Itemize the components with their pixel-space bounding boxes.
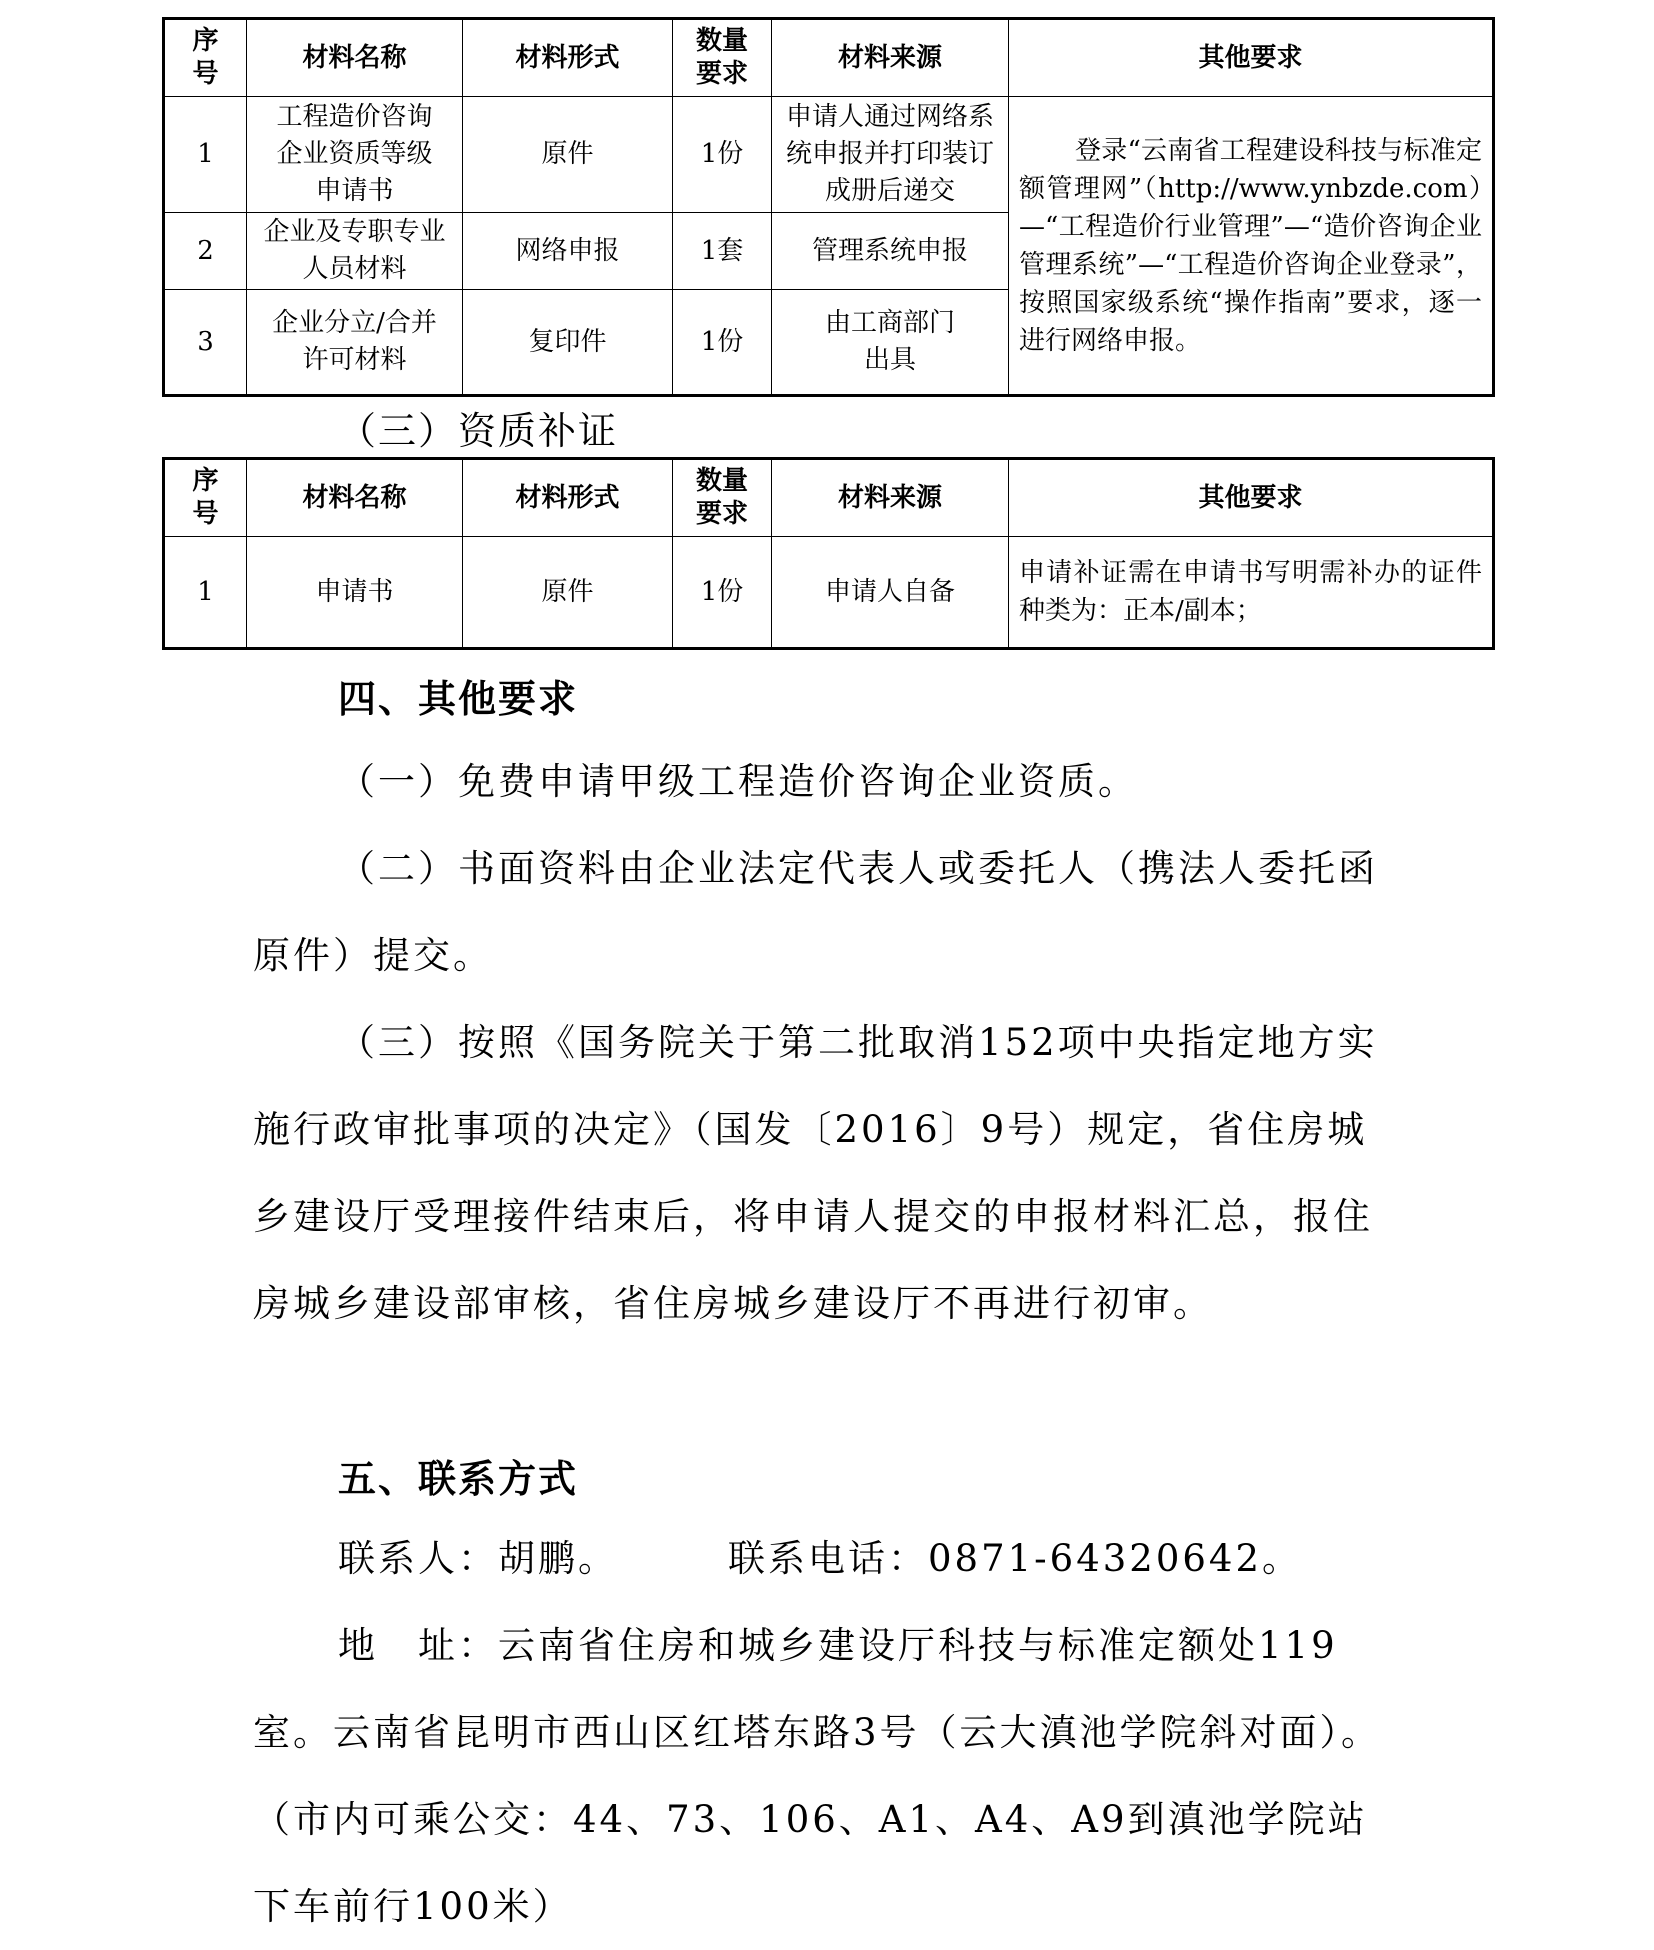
paragraph-submission: （二）书面资料由企业法定代表人或委托人（携法人委托函原件）提交。: [253, 847, 1378, 977]
cell-qty: 1套: [673, 213, 772, 290]
cell-qty: 1份: [673, 537, 772, 649]
section-title-other-requirements: 四、其他要求: [338, 677, 579, 721]
address-label-b: 址：: [418, 1624, 498, 1667]
table-header-row: [164, 19, 1494, 97]
cell-qty: 1份: [673, 290, 772, 396]
table-header-row: [164, 459, 1494, 537]
contact-line: [338, 1515, 1488, 1602]
cell-qty: 1份: [673, 97, 772, 213]
header-source: 材料来源: [772, 459, 1009, 537]
header-name: 材料名称: [247, 19, 463, 97]
materials-table-1: [162, 17, 1495, 397]
table-row: [164, 537, 1494, 649]
contact-phone: 联系电话：0871-64320642。: [728, 1537, 1302, 1580]
cell-no: 1: [164, 537, 247, 649]
header-qty: 数量要求: [673, 19, 772, 97]
header-no: 序号: [164, 459, 247, 537]
cell-form: 原件: [463, 97, 673, 213]
table-row: [164, 97, 1494, 213]
paragraph-state-council-decision: （三）按照《国务院关于第二批取消152项中央指定地方实施行政审批事项的决定》（国发〔2016〕9号）规定，省住房城乡建设厅受理接件结束后，将申请人提交的申报材料汇总，报住房城乡建设部审核，省住房城乡建设厅不再进行初审。: [253, 1021, 1378, 1325]
materials-table-2: [162, 457, 1495, 650]
header-name: 材料名称: [247, 459, 463, 537]
cell-source: 申请人自备: [772, 537, 1009, 649]
header-no: 序号: [164, 19, 247, 97]
address-text: 云南省住房和城乡建设厅科技与标准定额处119室。云南省昆明市西山区红塔东路3号（云大滇池学院斜对面）。（市内可乘公交：44、73、106、A1、A4、A9到滇池学院站下车前行100米）: [253, 1624, 1382, 1928]
cell-source: 由工商部门出具: [772, 290, 1009, 396]
cell-name: 企业分立/合并许可材料: [247, 290, 463, 396]
cell-form: 网络申报: [463, 213, 673, 290]
subheading-supplement: （三）资质补证: [338, 409, 619, 453]
address-paragraph: [253, 1602, 1403, 1950]
header-other: 其他要求: [1009, 459, 1494, 537]
cell-no: 1: [164, 97, 247, 213]
cell-no: 3: [164, 290, 247, 396]
cell-name: 企业及专职专业人员材料: [247, 213, 463, 290]
cell-other-requirements: 登录“云南省工程建设科技与标准定额管理网”（http://www.ynbzde.com）—“工程造价行业管理”—“造价咨询企业管理系统”—“工程造价咨询企业登录”，按照国家级系统“操作指南”要求，逐一进行网络申报。: [1009, 97, 1494, 396]
cell-name: 申请书: [247, 537, 463, 649]
header-qty: 数量要求: [673, 459, 772, 537]
paragraph-free-application: （一）免费申请甲级工程造价咨询企业资质。: [338, 760, 1138, 803]
cell-other-requirements: 申请补证需在申请书写明需补办的证件种类为：正本/副本；: [1009, 537, 1494, 649]
header-source: 材料来源: [772, 19, 1009, 97]
cell-source: 申请人通过网络系统申报并打印装订成册后递交: [772, 97, 1009, 213]
cell-no: 2: [164, 213, 247, 290]
address-label-a: 地: [338, 1624, 378, 1667]
header-form: 材料形式: [463, 19, 673, 97]
contact-person: 联系人：胡鹏。: [338, 1537, 618, 1580]
cell-form: 原件: [463, 537, 673, 649]
cell-name: 工程造价咨询企业资质等级申请书: [247, 97, 463, 213]
header-other: 其他要求: [1009, 19, 1494, 97]
cell-source: 管理系统申报: [772, 213, 1009, 290]
header-form: 材料形式: [463, 459, 673, 537]
cell-form: 复印件: [463, 290, 673, 396]
section-title-contact: 五、联系方式: [338, 1457, 579, 1501]
